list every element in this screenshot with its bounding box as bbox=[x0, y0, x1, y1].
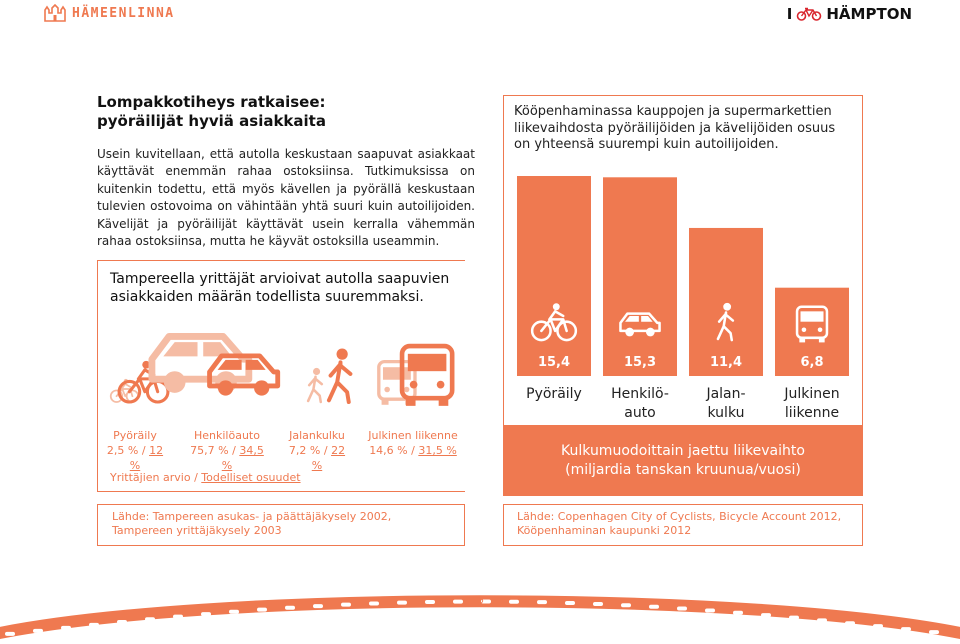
chain-link bbox=[173, 615, 183, 619]
bar-1 bbox=[603, 177, 677, 376]
value-pair bbox=[284, 443, 350, 473]
chain-link bbox=[229, 610, 239, 614]
copenhagen-source-line-1: Lähde: Copenhagen City of Cyclists, Bicycle Account 2012, bbox=[517, 510, 842, 523]
chain-link bbox=[313, 604, 323, 608]
chain-link bbox=[257, 608, 267, 612]
brand-name: HÄMEENLINNA bbox=[72, 5, 175, 21]
chain-link bbox=[509, 600, 519, 604]
headline-line-1: Lompakkotiheys ratkaisee: bbox=[97, 93, 326, 111]
bar-category-label: liikenne bbox=[784, 405, 840, 421]
tampere-label-3 bbox=[367, 428, 459, 458]
tampere-box-title: Tampereella yrittäjät arvioivat autolla saapuvien asiakkaiden määrän todellista suuremmaksi. bbox=[110, 271, 450, 305]
chain-link bbox=[397, 601, 407, 605]
category-label: Julkinen liikenne bbox=[368, 429, 458, 442]
bar-value-label: 6,8 bbox=[800, 355, 824, 370]
bar-category-label: Henkilö- bbox=[611, 386, 669, 402]
estimate-value: 7,2 % bbox=[288, 444, 321, 457]
actual-value: 34,5 % bbox=[221, 444, 264, 472]
category-label: Henkilöauto bbox=[194, 429, 260, 442]
chain-link bbox=[901, 627, 911, 631]
bar-value-label: 15,3 bbox=[623, 355, 657, 370]
chain-link bbox=[789, 616, 799, 620]
actual-value: 31,5 % bbox=[418, 444, 457, 457]
bar-category-label: Jalan- bbox=[706, 386, 746, 402]
category-label: Jalankulku bbox=[289, 429, 345, 442]
estimate-value: 75,7 % bbox=[190, 444, 229, 457]
brand-prefix: I bbox=[786, 5, 793, 23]
tampere-label-0 bbox=[104, 428, 166, 473]
copenhagen-source bbox=[517, 510, 841, 538]
chain-link bbox=[425, 600, 435, 604]
chain-link bbox=[453, 600, 463, 604]
tampere-source bbox=[112, 510, 391, 538]
tampere-label-2 bbox=[284, 428, 350, 473]
chain-link bbox=[89, 623, 99, 627]
value-separator: / bbox=[407, 444, 419, 457]
tampere-label-1 bbox=[185, 428, 269, 473]
estimate-pedestrian-icon bbox=[308, 368, 322, 402]
value-separator: / bbox=[138, 444, 150, 457]
value-pair bbox=[104, 443, 166, 473]
chain-link bbox=[61, 626, 71, 630]
copenhagen-chart bbox=[503, 160, 863, 425]
page-number: 6 bbox=[478, 596, 484, 606]
chain-link bbox=[929, 630, 939, 634]
bar-value-label: 15,4 bbox=[537, 355, 571, 370]
bar-category-label: auto bbox=[624, 405, 656, 421]
chain-link bbox=[761, 613, 771, 617]
chain-link bbox=[593, 602, 603, 606]
brand-name-right: HÄMPTON bbox=[826, 5, 912, 23]
chain-link bbox=[621, 603, 631, 607]
headline-line-2: pyöräilijät hyviä asiakkaita bbox=[97, 112, 326, 130]
chain-link bbox=[5, 632, 15, 636]
chain-link bbox=[677, 607, 687, 611]
actual-pedestrian-icon bbox=[329, 348, 350, 402]
tampere-source-line-1: Lähde: Tampereen asukas- ja päättäjäkysely 2002, bbox=[112, 510, 392, 523]
legend-actual: Todelliset osuudet bbox=[201, 471, 301, 484]
headline bbox=[97, 93, 477, 131]
i-love-hampton-logo bbox=[787, 5, 912, 23]
copenhagen-title: Kööpenhaminassa kauppojen ja supermarkettien liikevaihdosta pyöräilijöiden ja kävelijöiden osuus on yhteensä suurempi kuin autoilijoiden. bbox=[514, 104, 836, 152]
chain-link bbox=[341, 603, 351, 607]
bicycle-icon bbox=[796, 7, 822, 21]
chain-link bbox=[369, 601, 379, 605]
chain-link bbox=[873, 624, 883, 628]
bar-category-label: Julkinen bbox=[784, 386, 840, 402]
category-label: Pyöräily bbox=[113, 429, 157, 442]
hameenlinna-logo bbox=[44, 4, 175, 22]
bar-0 bbox=[517, 176, 591, 376]
tampere-source-line-2: Tampereen yrittäjäkysely 2003 bbox=[112, 524, 282, 537]
value-separator: / bbox=[228, 444, 240, 457]
chain-link bbox=[845, 621, 855, 625]
chain-link bbox=[705, 609, 715, 613]
tampere-legend bbox=[110, 471, 301, 484]
bar-value-label: 11,4 bbox=[709, 355, 743, 370]
bar-2 bbox=[689, 228, 763, 376]
value-pair bbox=[185, 443, 269, 473]
chain-link bbox=[285, 606, 295, 610]
copenhagen-source-line-2: Kööpenhaminan kaupunki 2012 bbox=[517, 524, 692, 537]
chain-link bbox=[117, 620, 127, 624]
copenhagen-chart-caption bbox=[503, 442, 863, 480]
chain-link bbox=[733, 611, 743, 615]
value-separator: / bbox=[320, 444, 332, 457]
caption-line-1: Kulkumuodoittain jaettu liikevaihto bbox=[561, 443, 805, 459]
bar-category-label: kulku bbox=[707, 405, 745, 421]
legend-estimate: Yrittäjien arvio / bbox=[110, 471, 202, 484]
estimate-value: 14,6 % bbox=[369, 444, 408, 457]
actual-value: 12 % bbox=[129, 444, 164, 472]
chain-link bbox=[145, 617, 155, 621]
caption-line-2: (miljardia tanskan kruunua/vuosi) bbox=[565, 462, 801, 478]
bar-category-label: Pyöräily bbox=[526, 386, 582, 402]
chain-link bbox=[817, 618, 827, 622]
chain-link bbox=[201, 612, 211, 616]
intro-paragraph: Usein kuvitellaan, että autolla keskustaan saapuvat asiakkaat käyttävät enemmän rahaa ostoksiinsa. Tutkimuksissa on kuitenkin todettu, että myös kävellen ja pyörällä keskustaan tulevien ostovoima on vähintään yhtä suuri kuin autoilijoiden. Kävelijät ja pyöräilijät käyttävät usein kerralla vähemmän rahaa ostoksiinsa, mutta he käyvät ostoksilla useammin. bbox=[97, 147, 475, 249]
chain-link bbox=[537, 600, 547, 604]
value-pair bbox=[367, 443, 459, 458]
chain-link bbox=[649, 605, 659, 609]
estimate-value: 2,5 % bbox=[106, 444, 139, 457]
chain-link bbox=[33, 629, 43, 633]
actual-value: 22 % bbox=[311, 444, 346, 472]
castle-icon bbox=[44, 4, 66, 22]
chain-link bbox=[565, 601, 575, 605]
